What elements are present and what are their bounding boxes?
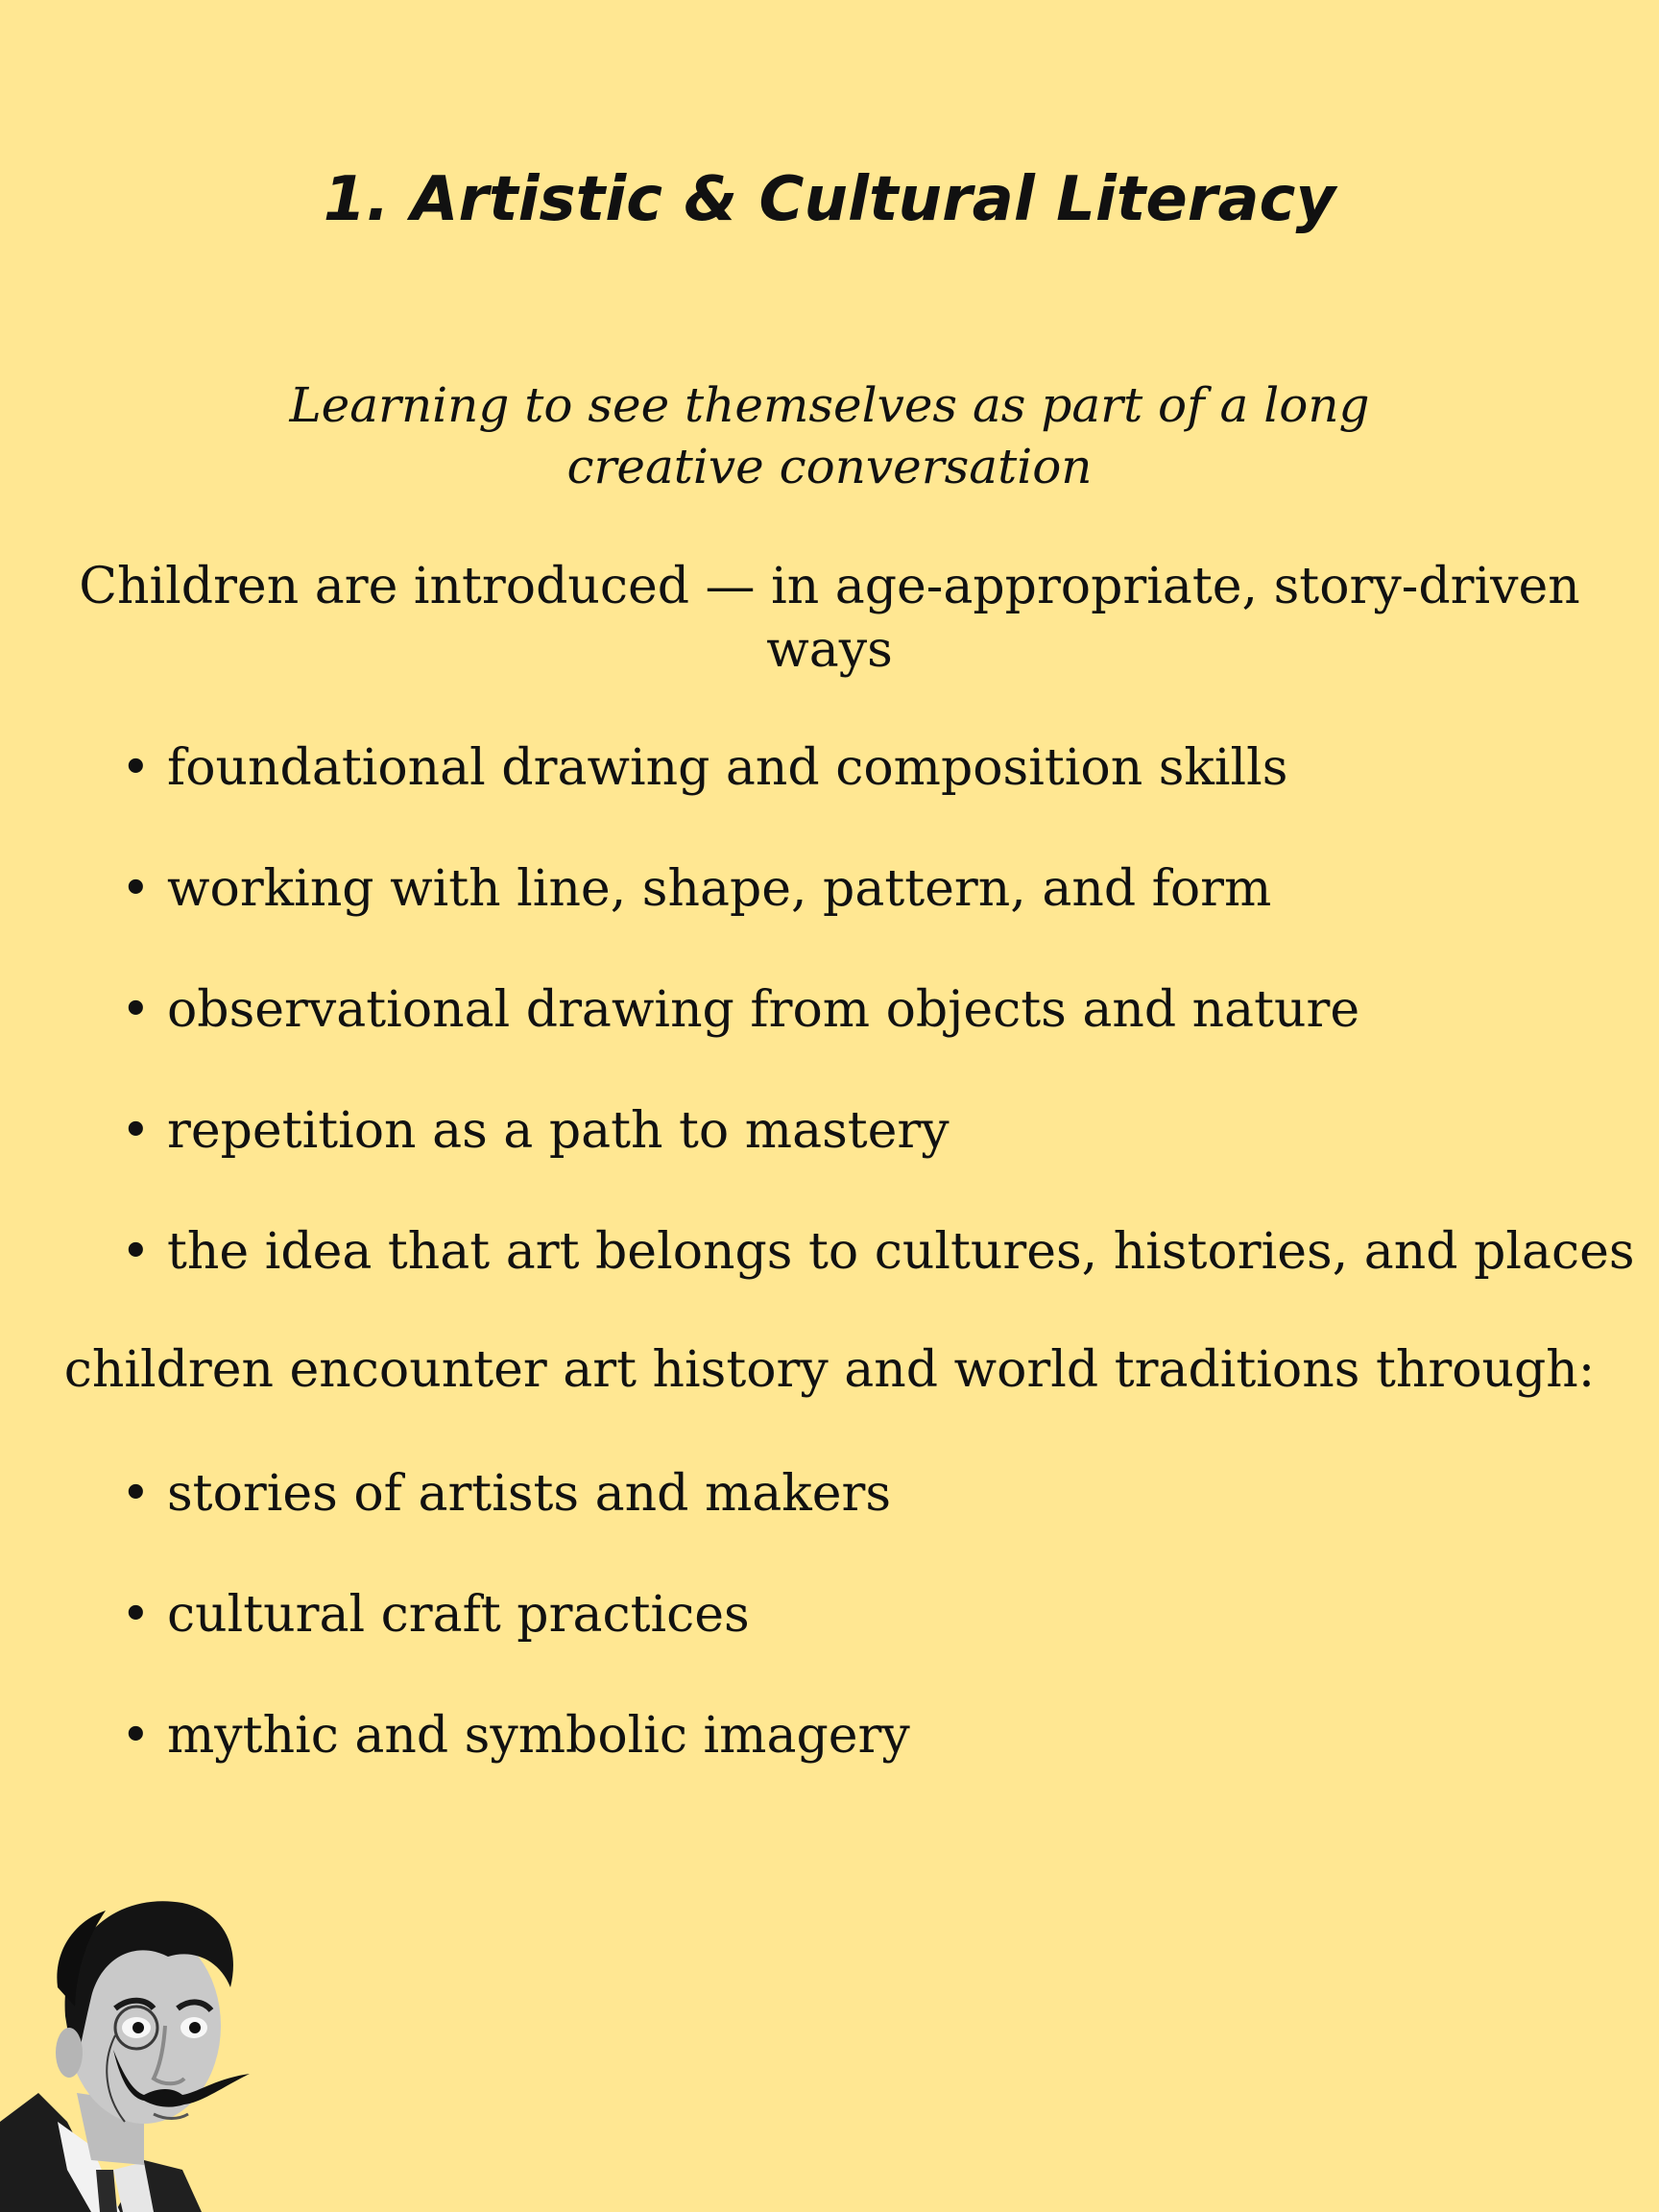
bullet-icon: •: [121, 1223, 151, 1281]
list-item: [0, 1554, 910, 1675]
traditions-list: [0, 1433, 910, 1796]
list-item: [0, 708, 1635, 829]
list-item-text: cultural craft practices: [167, 1586, 750, 1644]
skills-list: [0, 708, 1635, 1312]
list-item: [0, 950, 1635, 1070]
list-item: [0, 1433, 910, 1554]
middle-text: children encounter art history and world traditions through:: [63, 1341, 1596, 1399]
slide-title: 1. Artistic & Cultural Literacy: [323, 164, 1336, 235]
bullet-icon: •: [121, 739, 151, 797]
list-item: [0, 1070, 1635, 1191]
list-item: [0, 1675, 910, 1796]
bullet-icon: •: [121, 1465, 151, 1523]
list-item-text: mythic and symbolic imagery: [167, 1707, 910, 1765]
list-item-text: foundational drawing and composition skills: [167, 739, 1288, 797]
bullet-icon: •: [121, 981, 151, 1039]
bullet-icon: •: [121, 860, 151, 918]
list-item-text: working with line, shape, pattern, and form: [167, 860, 1272, 918]
list-item: [0, 829, 1635, 950]
list-item: [0, 1191, 1635, 1312]
list-item-text: observational drawing from objects and nature: [167, 981, 1360, 1039]
bullet-icon: •: [121, 1102, 151, 1160]
bullet-icon: •: [121, 1707, 151, 1765]
bullet-icon: •: [121, 1586, 151, 1644]
list-item-text: repetition as a path to mastery: [167, 1102, 950, 1160]
slide-subtitle: Learning to see themselves as part of a long creative conversation: [289, 377, 1370, 494]
list-item-text: stories of artists and makers: [167, 1465, 892, 1523]
list-item-text: the idea that art belongs to cultures, histories, and places: [167, 1223, 1635, 1281]
artist-portrait-image: [0, 1882, 278, 2212]
intro-text: Children are introduced — in age-appropriate, story-driven ways: [79, 558, 1580, 679]
